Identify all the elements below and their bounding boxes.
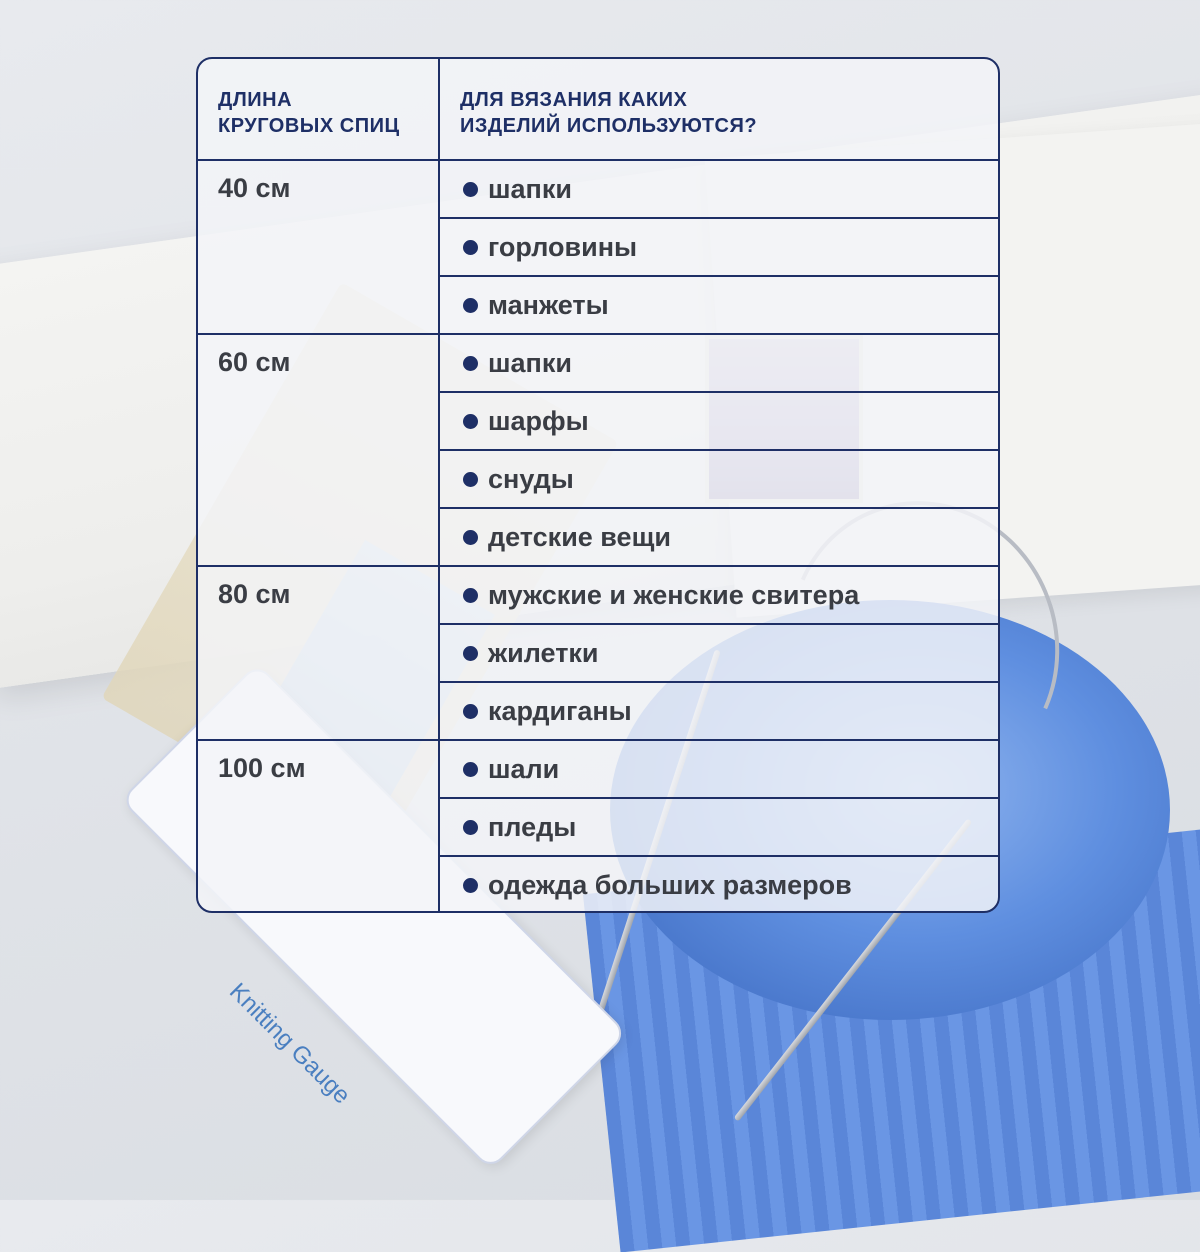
usage-item-label: кардиганы [488, 695, 632, 726]
usage-item [463, 812, 576, 842]
usage-item [463, 232, 637, 262]
row-divider [438, 623, 998, 625]
row-divider [438, 855, 998, 857]
usage-item [463, 696, 632, 726]
bullet-icon [463, 414, 478, 429]
usage-item [463, 638, 599, 668]
bullet-icon [463, 240, 478, 255]
usage-item [463, 870, 852, 900]
row-divider [438, 507, 998, 509]
usage-item-label: шапки [488, 347, 572, 378]
bullet-icon [463, 182, 478, 197]
usage-item [463, 754, 559, 784]
length-label: 100 см [218, 753, 306, 783]
usage-item-label: пледы [488, 811, 577, 842]
group-divider [198, 333, 998, 335]
usage-item-label: шали [488, 753, 560, 784]
row-divider [438, 449, 998, 451]
usage-item-label: манжеты [488, 289, 609, 320]
header-usage-line2: ИЗДЕЛИЙ ИСПОЛЬЗУЮТСЯ? [460, 115, 758, 137]
usage-item [463, 464, 574, 494]
header-length-line1: ДЛИНА [218, 89, 293, 111]
row-divider [438, 275, 998, 277]
group-divider [198, 565, 998, 567]
usage-item-label: шапки [488, 173, 572, 204]
usage-item-label: шарфы [488, 405, 589, 436]
length-label: 60 см [218, 347, 291, 377]
bullet-icon [463, 878, 478, 893]
bullet-icon [463, 298, 478, 313]
usage-item-label: жилетки [488, 637, 599, 668]
bullet-icon [463, 588, 478, 603]
usage-item [463, 348, 572, 378]
row-divider [438, 217, 998, 219]
bullet-icon [463, 356, 478, 371]
bullet-icon [463, 820, 478, 835]
bullet-icon [463, 762, 478, 777]
gauge-label: Knitting Gauge [224, 977, 356, 1110]
usage-item [463, 174, 572, 204]
usage-item [463, 290, 609, 320]
header-usage [460, 87, 757, 139]
usage-item [463, 522, 671, 552]
column-divider [438, 59, 440, 911]
row-divider [438, 797, 998, 799]
bullet-icon [463, 472, 478, 487]
bullet-icon [463, 646, 478, 661]
length-label: 40 см [218, 173, 291, 203]
bullet-icon [463, 704, 478, 719]
usage-item [463, 406, 589, 436]
header-divider [198, 159, 998, 161]
row-divider [438, 391, 998, 393]
usage-item-label: снуды [488, 463, 574, 494]
usage-item-label: горловины [488, 231, 638, 262]
usage-item-label: мужские и женские свитера [488, 579, 860, 610]
needle-length-table [196, 57, 1000, 913]
length-label: 80 см [218, 579, 291, 609]
group-divider [198, 739, 998, 741]
bullet-icon [463, 530, 478, 545]
usage-item [463, 580, 859, 610]
usage-item-label: детские вещи [488, 521, 671, 552]
header-usage-line1: ДЛЯ ВЯЗАНИЯ КАКИХ [460, 89, 688, 111]
header-length-line2: КРУГОВЫХ СПИЦ [218, 115, 400, 137]
usage-item-label: одежда больших размеров [488, 869, 852, 900]
row-divider [438, 681, 998, 683]
header-length [218, 87, 400, 139]
